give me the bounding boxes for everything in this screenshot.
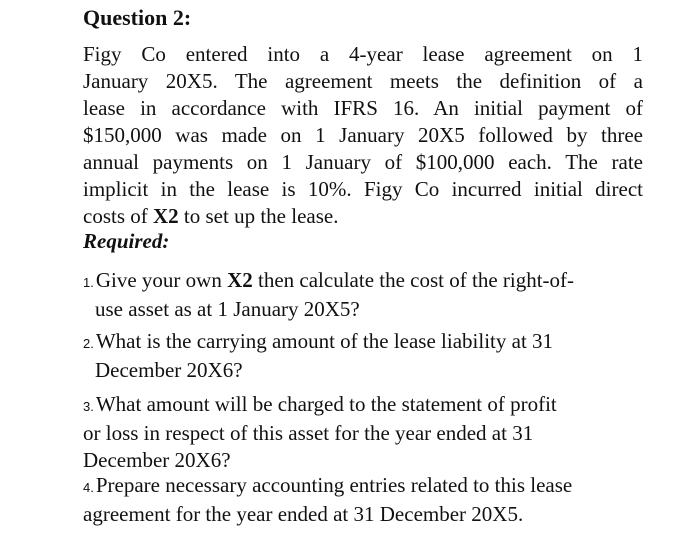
question-text: Prepare necessary accounting entries related to this lease xyxy=(95,473,573,497)
question-line xyxy=(83,267,574,296)
paragraph-line: Figy Co entered into a 4-year lease agreement on 1 xyxy=(83,42,643,66)
question-bold-x2: X2 xyxy=(227,268,253,292)
question-line: December 20X6? xyxy=(83,448,231,472)
paragraph-line: $150,000 was made on 1 January 20X5 followed by three xyxy=(83,123,643,147)
question-text: then calculate the cost of the right-of- xyxy=(252,268,575,292)
question-item-1 xyxy=(83,267,574,323)
question-item-2 xyxy=(83,328,553,384)
question-text: What is the carrying amount of the lease liability at 31 xyxy=(95,329,554,353)
paragraph-bold-x2: X2 xyxy=(153,204,179,228)
question-number: 1. xyxy=(83,275,94,290)
question-line: December 20X6? xyxy=(95,358,243,382)
question-line xyxy=(83,472,572,501)
question-number: 3. xyxy=(83,399,94,414)
paragraph-line-last xyxy=(83,203,643,230)
question-text: Give your own xyxy=(95,268,228,292)
required-label: Required: xyxy=(83,229,170,253)
paragraph-text: costs of xyxy=(83,204,153,228)
paragraph-line: implicit in the lease is 10%. Figy Co incurred initial direct xyxy=(83,177,643,201)
question-text: What amount will be charged to the statement of profit xyxy=(95,392,557,416)
question-paragraph xyxy=(83,41,643,230)
question-number: 2. xyxy=(83,336,94,351)
paragraph-line: lease in accordance with IFRS 16. An initial payment of xyxy=(83,96,643,120)
paragraph-line: annual payments on 1 January of $100,000 each. The rate xyxy=(83,150,643,174)
question-number: 4. xyxy=(83,480,94,495)
question-line: or loss in respect of this asset for the year ended at 31 xyxy=(83,421,534,445)
question-item-3 xyxy=(83,391,557,474)
question-line xyxy=(83,328,553,357)
question-item-4 xyxy=(83,472,572,528)
question-line: use asset as at 1 January 20X5? xyxy=(95,297,360,321)
paragraph-line: January 20X5. The agreement meets the definition of a xyxy=(83,69,643,93)
question-line: agreement for the year ended at 31 December 20X5. xyxy=(83,502,524,526)
question-line xyxy=(83,391,557,420)
question-heading: Question 2: xyxy=(83,5,192,30)
paragraph-text: to set up the lease. xyxy=(178,204,339,228)
